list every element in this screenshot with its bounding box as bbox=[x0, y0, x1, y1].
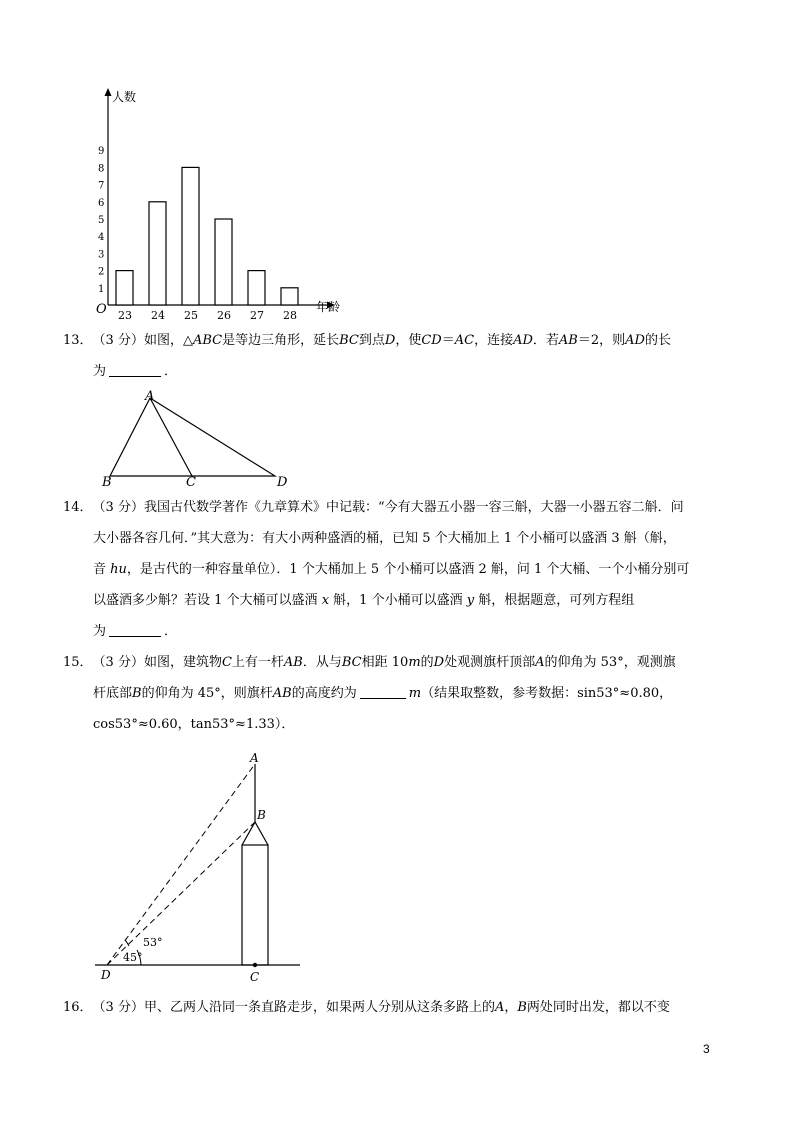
q14-text: ． bbox=[164, 624, 178, 639]
q15-sightline-a bbox=[107, 764, 255, 965]
y-tick-label: 6 bbox=[98, 197, 105, 209]
q13-text: 为 bbox=[93, 364, 107, 379]
q15-label-b: B bbox=[257, 808, 266, 822]
q15-var: BC bbox=[341, 655, 362, 670]
q13-var: AB bbox=[558, 333, 578, 348]
q13-text: ． bbox=[164, 364, 178, 379]
x-tick-label: 27 bbox=[250, 309, 264, 320]
y-tick-label: 8 bbox=[98, 163, 105, 175]
q15-text: 相距 10 bbox=[361, 655, 409, 670]
q15-unit: m bbox=[408, 655, 421, 670]
q15-angle-arc-53 bbox=[125, 940, 129, 946]
q15-building-figure bbox=[95, 750, 305, 985]
bar bbox=[281, 288, 298, 305]
q13-text: （3 分）如图，△ bbox=[92, 333, 193, 348]
q13-line2 bbox=[93, 364, 177, 380]
q15-var: D bbox=[433, 655, 445, 670]
q15-text: cos53°≈0.60，tan53°≈1.33）． bbox=[93, 717, 295, 732]
q15-text: 处观测旗杆顶部 bbox=[444, 655, 536, 670]
q13-triangle-figure bbox=[100, 388, 300, 486]
q15-var: C bbox=[221, 655, 232, 670]
y-tick-label: 1 bbox=[98, 283, 105, 295]
q13-var: AD bbox=[625, 333, 645, 348]
q13-var: AD bbox=[513, 333, 533, 348]
q13-line1 bbox=[63, 333, 671, 349]
q15-text: 的 bbox=[420, 655, 434, 670]
bar bbox=[215, 219, 232, 305]
q15-text: （3 分）如图，建筑物 bbox=[92, 655, 222, 670]
q13-segment-ac bbox=[150, 398, 192, 476]
bar bbox=[248, 271, 265, 305]
q15-label-d: D bbox=[101, 968, 111, 982]
y-tick-label: 5 bbox=[98, 215, 105, 226]
q16-var: B bbox=[517, 1000, 527, 1015]
q13-label-a: A bbox=[145, 389, 155, 404]
q13-var: ABC bbox=[192, 333, 223, 348]
q15-text: ．从与 bbox=[302, 655, 342, 670]
q15-unit: m bbox=[408, 686, 422, 701]
q13-text: 的长 bbox=[644, 333, 671, 348]
bar bbox=[116, 271, 133, 305]
q16-number: 16． bbox=[63, 1000, 93, 1015]
q14-pinyin: hu bbox=[110, 562, 127, 577]
q15-var: AB bbox=[272, 686, 292, 701]
y-axis-arrow bbox=[105, 88, 112, 96]
q15-text: 上有一杆 bbox=[231, 655, 284, 670]
x-tick-label: 26 bbox=[217, 309, 231, 320]
q15-text: 的仰角为 53°，观测旗 bbox=[544, 655, 676, 670]
q15-var: A bbox=[535, 655, 545, 670]
q13-number: 13． bbox=[63, 333, 93, 348]
q15-text: 杆底部 bbox=[93, 686, 133, 701]
q13-var: AC bbox=[454, 333, 475, 348]
q13-label-d: D bbox=[277, 475, 288, 486]
q14-text: 音 bbox=[93, 562, 111, 577]
y-tick-label: 7 bbox=[98, 180, 105, 192]
q14-text: 斛，根据题意，可列方程组 bbox=[478, 593, 635, 608]
q15-angle-53: 53° bbox=[143, 936, 163, 949]
q13-text: ＝ bbox=[441, 333, 455, 348]
q13-label-b: B bbox=[102, 475, 112, 486]
q13-text: ，使 bbox=[395, 333, 422, 348]
q13-var: D bbox=[384, 333, 396, 348]
q15-label-a: A bbox=[250, 751, 259, 765]
q13-answer-blank[interactable] bbox=[109, 364, 161, 377]
y-tick-label: 3 bbox=[98, 249, 105, 261]
q14-line4 bbox=[93, 593, 634, 609]
y-tick-label: 2 bbox=[98, 266, 105, 278]
x-tick-label: 24 bbox=[151, 309, 165, 320]
q13-text: 是等边三角形，延长 bbox=[222, 333, 340, 348]
q15-roof bbox=[242, 822, 268, 845]
q15-text: 的高度约为 bbox=[291, 686, 357, 701]
q15-text: 的仰角为 45°，则旗杆 bbox=[141, 686, 273, 701]
q14-text: 为 bbox=[93, 624, 107, 639]
q14-text: 以盛酒多少斛？若设 1 个大桶可以盛酒 bbox=[93, 593, 318, 608]
q16-text: （3 分）甲、乙两人沿同一条直路走步，如果两人分别从这条多路上的 bbox=[92, 1000, 495, 1015]
q15-label-c: C bbox=[250, 970, 260, 984]
q13-triangle-lines bbox=[110, 398, 275, 476]
origin-label: O bbox=[96, 302, 107, 317]
x-tick-label: 28 bbox=[283, 309, 297, 320]
q15-point-c bbox=[253, 963, 257, 967]
q15-var: B bbox=[132, 686, 142, 701]
x-tick-label: 25 bbox=[184, 309, 198, 320]
q15-var: AB bbox=[283, 655, 303, 670]
q15-building bbox=[242, 845, 268, 965]
x-axis-label: 年龄 bbox=[316, 300, 341, 314]
q13-text: ．若 bbox=[532, 333, 559, 348]
q13-var: BC bbox=[339, 333, 359, 348]
q15-answer-blank[interactable] bbox=[360, 686, 406, 699]
q13-var: CD bbox=[421, 333, 442, 348]
q15-text: （结果取整数，参考数据：sin53°≈0.80， bbox=[421, 686, 673, 701]
q16-line1 bbox=[63, 1000, 670, 1016]
y-tick-label: 9 bbox=[98, 146, 105, 158]
bar bbox=[149, 202, 166, 305]
q16-var: A bbox=[494, 1000, 505, 1015]
q15-number: 15． bbox=[63, 655, 93, 670]
q15-line3 bbox=[93, 717, 294, 733]
bar bbox=[182, 167, 199, 305]
q15-sightline-b bbox=[107, 822, 255, 965]
q14-line1 bbox=[63, 500, 684, 516]
page-number: 3 bbox=[703, 1042, 710, 1056]
q14-number: 14． bbox=[63, 500, 93, 515]
q14-text: （3 分）我国古代数学著作《九章算术》中记载：“今有大器五小器一容三斛，大器一小器五容二斛．问 bbox=[92, 500, 684, 515]
q14-text: 大小器各容几何．”其大意为：有大小两种盛酒的桶，已知 5 个大桶加上 1 个小桶可以盛酒 3 斛（斛， bbox=[93, 531, 676, 546]
age-histogram bbox=[80, 85, 360, 320]
q13-text: ，连接 bbox=[474, 333, 514, 348]
q14-text: ，是古代的一种容量单位）．1 个大桶加上 5 个小桶可以盛酒 2 斛，问 1 个大桶、一个小桶分别可 bbox=[126, 562, 690, 577]
q15-angle-45: 45° bbox=[123, 951, 143, 964]
y-axis-label: 人数 bbox=[112, 90, 137, 104]
q16-text: ， bbox=[504, 1000, 518, 1015]
q13-label-c: C bbox=[186, 475, 196, 486]
q14-line3 bbox=[93, 562, 689, 578]
y-tick-label: 4 bbox=[98, 232, 105, 244]
q14-var-x: x bbox=[321, 593, 330, 608]
q14-line5 bbox=[93, 624, 177, 640]
q16-text: 两处同时出发，都以不变 bbox=[526, 1000, 670, 1015]
q13-text: 到点 bbox=[358, 333, 385, 348]
q14-answer-blank[interactable] bbox=[109, 624, 161, 637]
q15-line1 bbox=[63, 655, 676, 671]
q13-text: ＝2，则 bbox=[577, 333, 626, 348]
q14-line2 bbox=[93, 531, 676, 547]
q14-text: 斛，1 个小桶可以盛酒 bbox=[333, 593, 463, 608]
q15-line2 bbox=[93, 686, 672, 702]
x-tick-label: 23 bbox=[118, 309, 132, 320]
q14-var-y: y bbox=[466, 593, 475, 608]
